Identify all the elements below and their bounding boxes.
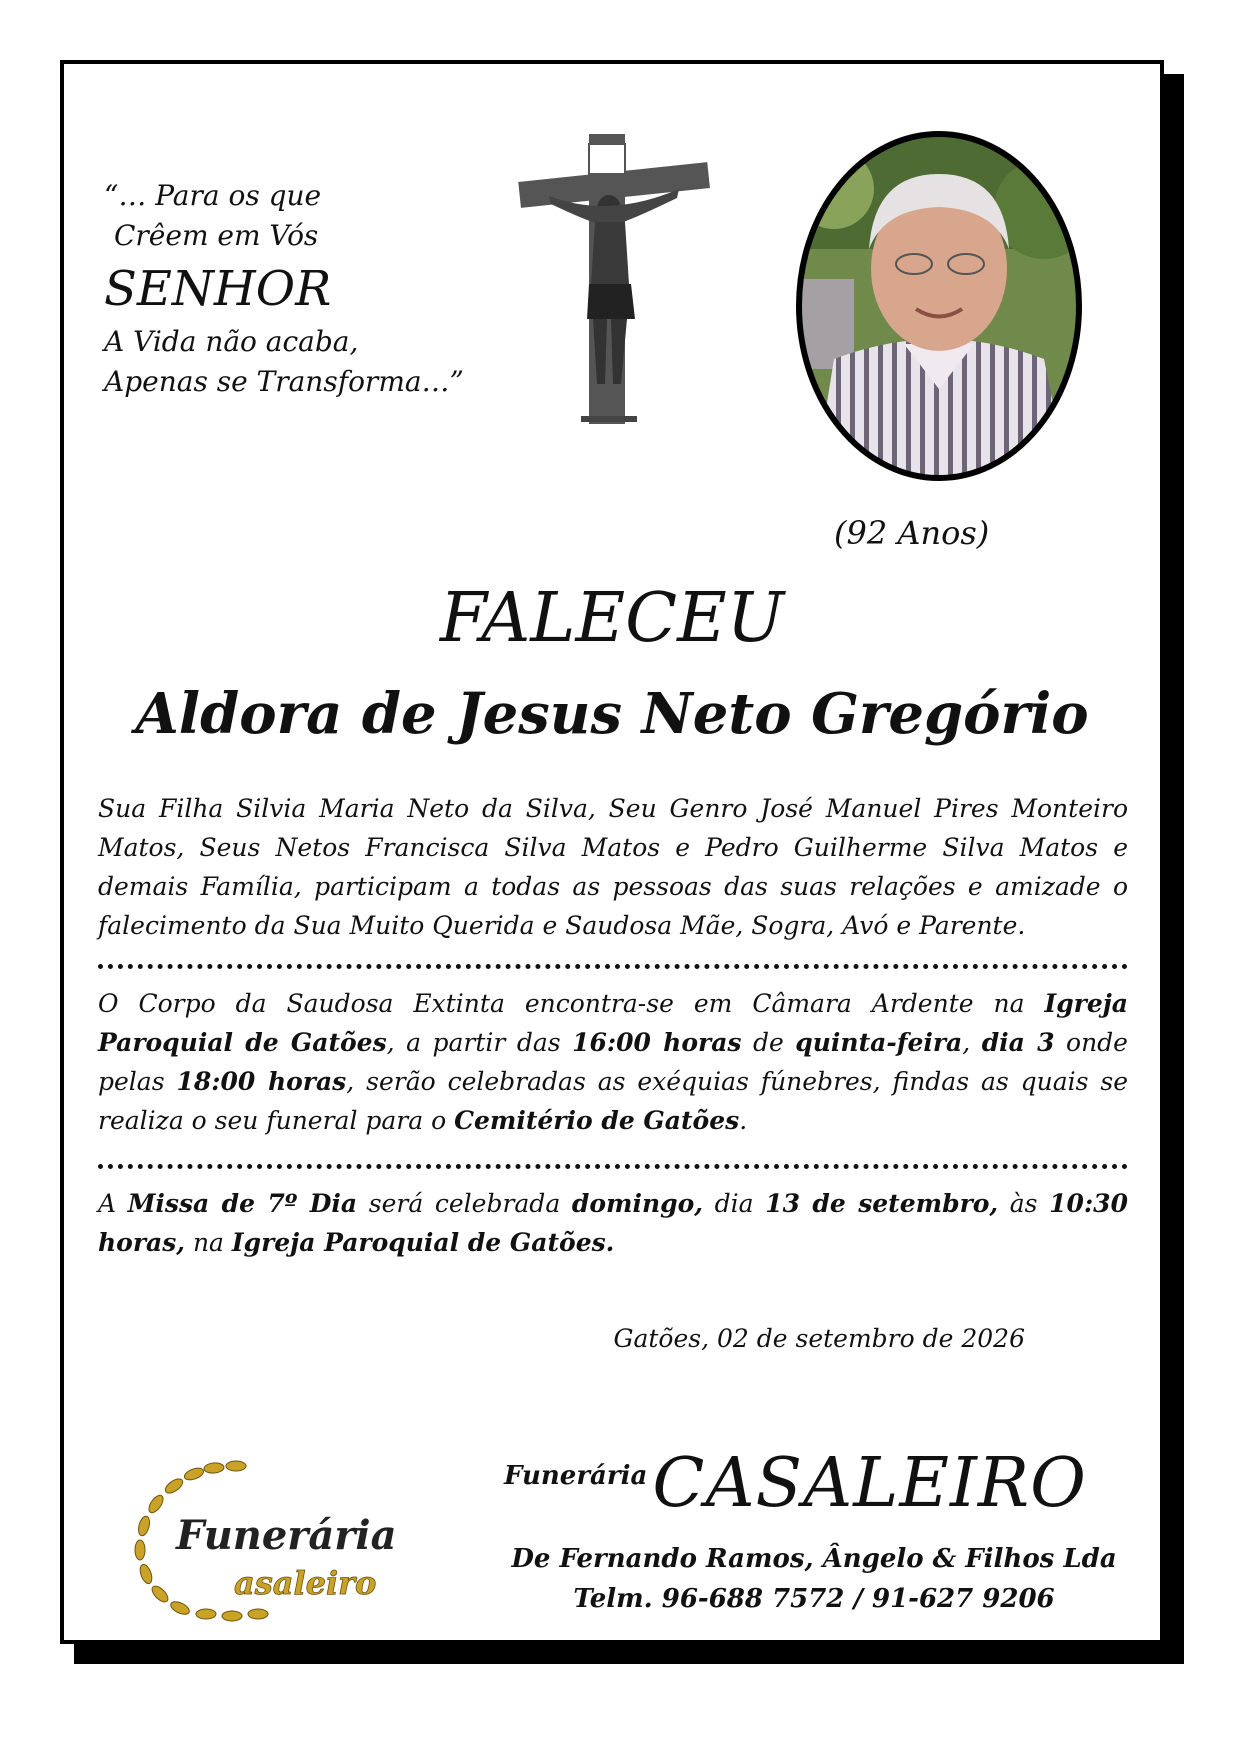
dotted-separator [98,1164,1128,1169]
funeral-home-brand [504,1444,1124,1614]
wake-funeral-details: O Corpo da Saudosa Extinta encontra-se em Câmara Ardente na Igreja Paroquial de Gatões, a partir das 16:00 horas de quinta-feira, dia 3 onde pelas 18:00 horas, serão celebradas as exéquias fúnebres, findas as quais se realiza o seu funeral para o Cemitério de Gatões. [98,989,1128,1135]
crucifix-icon [509,134,719,424]
brand-phones: Telm. 96-688 7572 / 91-627 9206 [573,1584,1055,1614]
place-date: Gatões, 02 de setembro de 2026 [613,1324,1025,1353]
bible-quote [104,176,464,402]
logo-word-2: asaleiro [234,1564,377,1602]
funeraria-logo [114,1454,414,1624]
age-label: (92 Anos) [834,514,990,552]
brand-name: CASALEIRO [652,1444,1087,1523]
faleceu-heading: FALECEU [439,579,785,658]
deceased-name: Aldora de Jesus Neto Gregório [135,681,1089,747]
brand-prefix: Funerária [504,1461,648,1491]
mass-details: A Missa de 7º Dia será celebrada domingo, dia 13 de setembro, às 10:30 horas, na Igreja Paroquial de Gatões. [98,1189,1128,1257]
obituary-frame [60,60,1164,1644]
portrait-photo [794,129,1084,484]
quote-line-5: Apenas se Transforma…” [104,365,464,398]
quote-line-4: A Vida não acaba, [104,325,359,358]
quote-line-1: “… Para os que [104,179,322,212]
dotted-separator [98,964,1128,969]
logo-word-1: Funerária [176,1512,397,1559]
quote-senhor: SENHOR [104,261,332,317]
family-announcement: Sua Filha Silvia Maria Neto da Silva, Seu Genro José Manuel Pires Monteiro Matos, Seus Netos Francisca Silva Matos e Pedro Guilherme Silva Matos e demais Família, participam a todas as pessoas das suas relações e amizade o falecimento da Sua Muito Querida e Saudosa Mãe, Sogra, Avó e Parente. [98,794,1128,940]
brand-owners: De Fernando Ramos, Ângelo & Filhos Lda [511,1544,1117,1574]
quote-line-2: Crêem em Vós [114,219,319,252]
